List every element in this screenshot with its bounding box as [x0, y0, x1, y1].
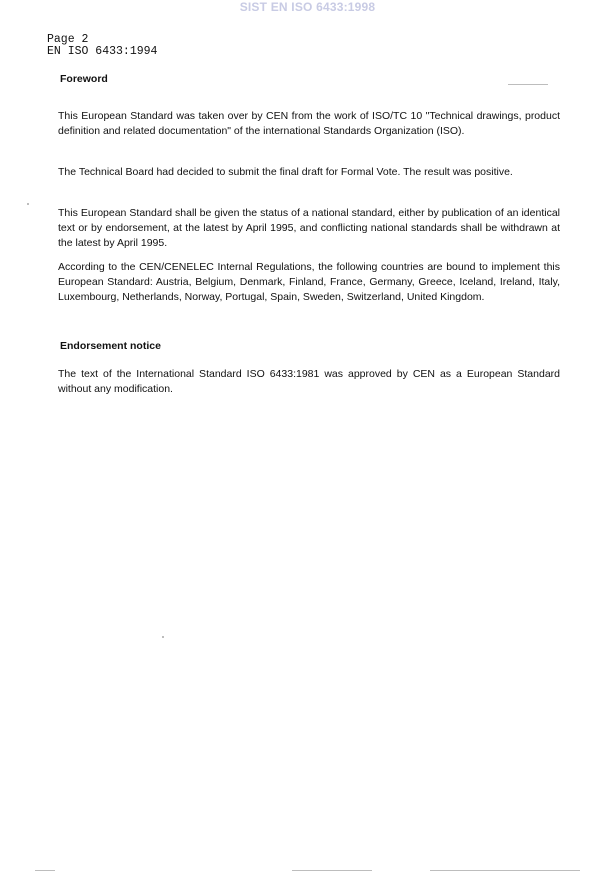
foreword-paragraph-1: This European Standard was taken over by CEN from the work of ISO/TC 10 "Technical drawings, product definition and related documentation" of the international Standards Organization (ISO).	[58, 110, 560, 137]
watermark-text: SIST EN ISO 6433:1998	[239, 0, 376, 14]
foreword-paragraph-4: According to the CEN/CENELEC Internal Regulations, the following countries are bound to implement this European Standard: Austria, Belgium, Denmark, Finland, France, Germany, Greece, Iceland, Ireland, Italy, Luxembourg, Netherlands, Norway, Portugal, Spain, Sweden, Switzerland, United Kingdom.	[58, 261, 560, 303]
foreword-paragraph-3: This European Standard shall be given the status of a national standard, either by publication of an identical text or by endorsement, at the latest by April 1995, and conflicting national standards shall be withdrawn at the latest by April 1995.	[58, 207, 560, 249]
scan-speck	[292, 870, 372, 871]
foreword-paragraph-2: The Technical Board had decided to submit the final draft for Formal Vote. The result was positive.	[58, 166, 513, 178]
page-header	[47, 34, 157, 58]
standard-identifier: EN ISO 6433:1994	[47, 45, 158, 58]
endorsement-paragraph-1: The text of the International Standard ISO 6433:1981 was approved by CEN as a European Standard without any modification.	[58, 368, 560, 395]
scan-speck	[162, 636, 164, 638]
scan-speck	[508, 84, 548, 85]
page-number: Page 2	[47, 33, 89, 46]
scan-speck	[35, 870, 55, 871]
scan-speck	[27, 203, 29, 205]
endorsement-heading: Endorsement notice	[60, 340, 161, 352]
foreword-heading: Foreword	[60, 73, 108, 85]
scan-speck	[430, 870, 580, 871]
